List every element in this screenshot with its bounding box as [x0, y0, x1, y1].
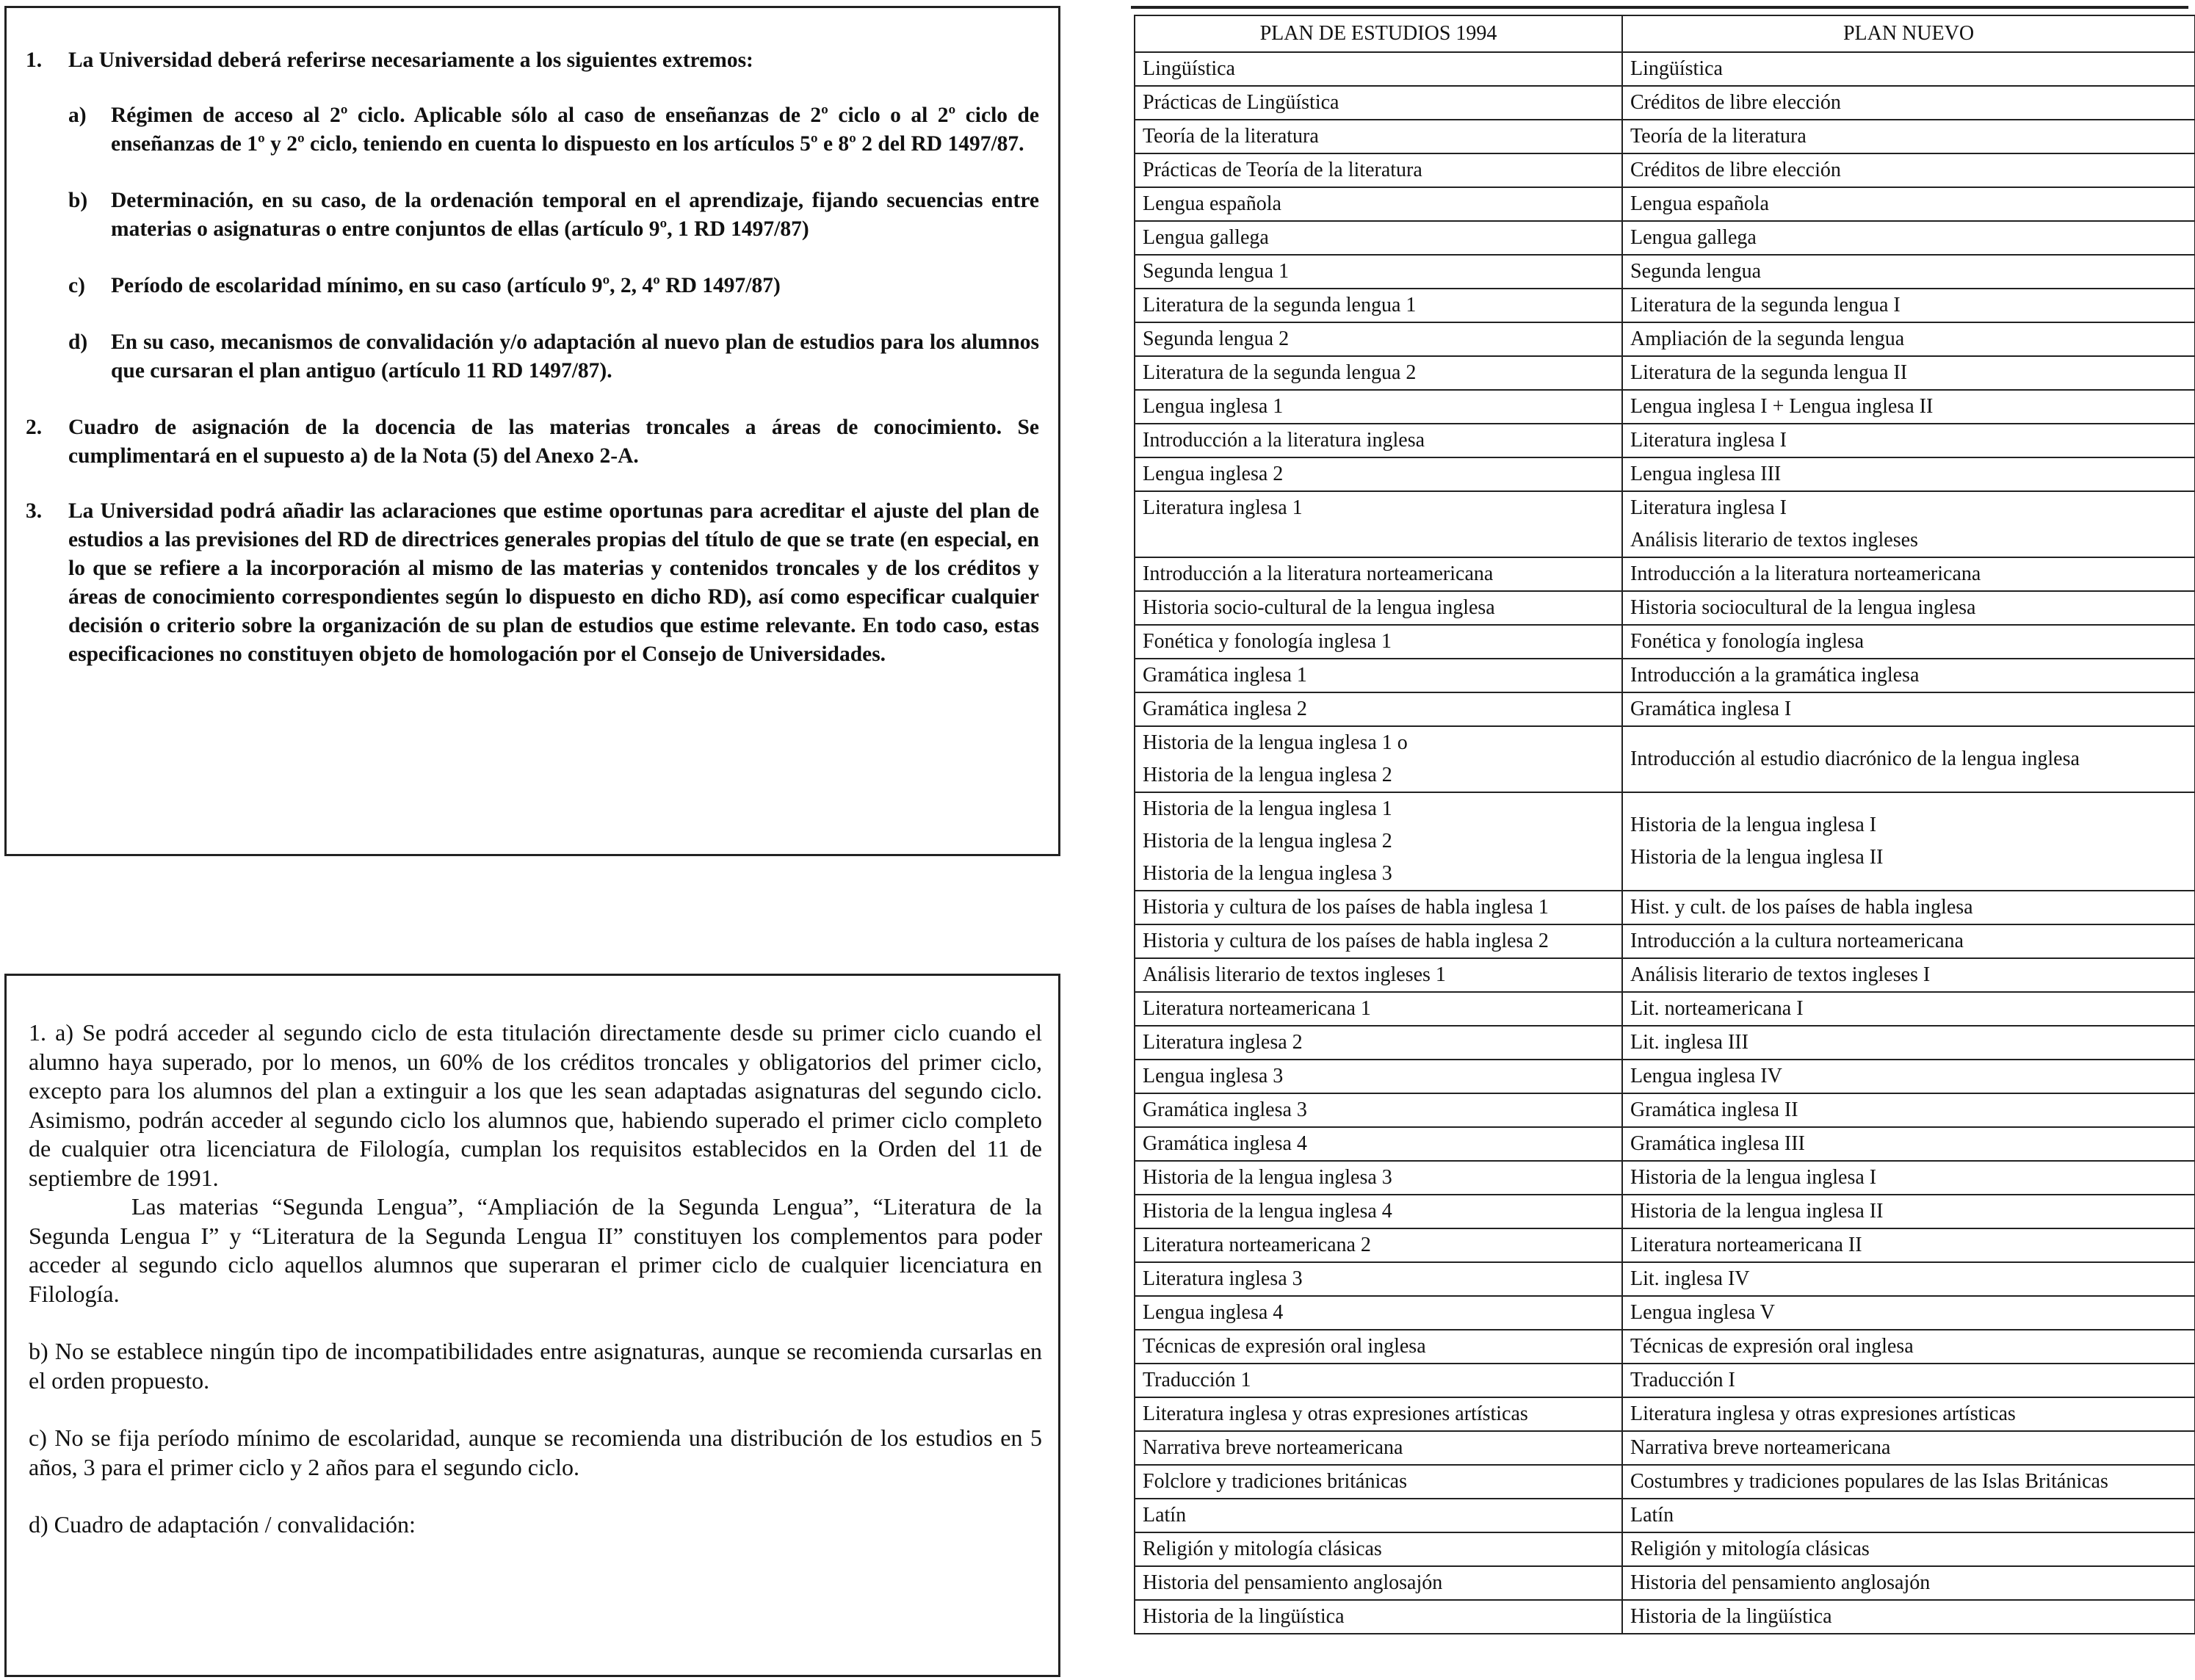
subitem-text: En su caso, mecanismos de convalidación y/o adaptación al nuevo plan de estudios para los alumnos que cursaran el plan antiguo (artículo 11 RD 1497/87).	[111, 330, 1039, 383]
table-row	[1135, 726, 2195, 792]
table-row	[1135, 289, 2195, 322]
subitem-letter: d)	[68, 330, 88, 354]
table-row	[1135, 1127, 2195, 1161]
cell-line: Historia de la lengua inglesa II	[1630, 846, 1884, 869]
new-plan-cell	[1622, 424, 2195, 457]
new-plan-cell	[1622, 1364, 2195, 1397]
cell-line: Historia de la lingüística	[1630, 1605, 1832, 1628]
table-row	[1135, 958, 2195, 992]
old-plan-cell	[1135, 1296, 1622, 1330]
header-new-plan: PLAN NUEVO	[1622, 15, 2195, 52]
new-plan-cell	[1622, 1262, 2195, 1296]
old-plan-cell	[1135, 1161, 1622, 1195]
old-plan-cell	[1135, 390, 1622, 424]
table-row	[1135, 924, 2195, 958]
new-plan-cell	[1622, 457, 2195, 491]
table-row	[1135, 1397, 2195, 1431]
cell-line: Historia de la lengua inglesa 2	[1143, 764, 1392, 786]
cell-line: Técnicas de expresión oral inglesa	[1630, 1335, 1914, 1358]
cell-line: Gramática inglesa 2	[1143, 698, 1307, 720]
old-plan-cell	[1135, 1093, 1622, 1127]
cell-line: Literatura de la segunda lengua II	[1630, 361, 1908, 384]
cell-line: Introducción a la gramática inglesa	[1630, 664, 1920, 687]
cell-line: Literatura inglesa I	[1630, 429, 1787, 452]
item-text: La Universidad podrá añadir las aclaraciones que estime oportunas para acreditar el ajuste del plan de estudios a las previsiones del RD de directrices generales propias del título de que se trate (en especial, en lo que se refiere a la incorporación al mismo de las materias y contenidos troncales y de los créditos y áreas de conocimiento correspondientes según lo dispuesto en dicho RD), así como especificar cualquier decisión o criterio sobre la organización de su plan de estudios que estime relevante. En todo caso, estas especificaciones no constituyen objeto de homologación por el Consejo de Universidades.	[68, 499, 1039, 666]
cell-line: Lit. inglesa IV	[1630, 1267, 1750, 1290]
old-plan-cell	[1135, 591, 1622, 625]
cell-line: Religión y mitología clásicas	[1630, 1538, 1870, 1560]
cell-line: Fonética y fonología inglesa	[1630, 630, 1865, 653]
new-plan-cell	[1622, 1093, 2195, 1127]
new-plan-cell	[1622, 491, 2195, 557]
cell-line: Teoría de la literatura	[1630, 125, 1807, 148]
new-plan-cell	[1622, 591, 2195, 625]
new-plan-cell	[1622, 992, 2195, 1026]
new-plan-cell	[1622, 1532, 2195, 1566]
answer-d-paragraph: d) Cuadro de adaptación / convalidación:	[29, 1511, 416, 1538]
old-plan-cell	[1135, 726, 1622, 792]
cell-line: Literatura inglesa y otras expresiones artísticas	[1630, 1402, 2016, 1425]
new-plan-cell	[1622, 1228, 2195, 1262]
cell-line: Teoría de la literatura	[1143, 125, 1319, 148]
old-plan-cell	[1135, 491, 1622, 557]
new-plan-cell	[1622, 792, 2195, 891]
cell-line: Narrativa breve norteamericana	[1143, 1436, 1403, 1459]
old-plan-cell	[1135, 659, 1622, 692]
instruction-subitem-c	[68, 272, 1039, 300]
old-plan-cell	[1135, 1600, 1622, 1634]
old-plan-cell	[1135, 120, 1622, 153]
cell-line: Religión y mitología clásicas	[1143, 1538, 1382, 1560]
new-plan-cell	[1622, 726, 2195, 792]
cell-line: Latín	[1143, 1504, 1187, 1527]
cell-line: Latín	[1630, 1504, 1674, 1527]
cell-line: Historia de la lengua inglesa 1	[1143, 797, 1392, 820]
new-plan-cell	[1622, 1026, 2195, 1060]
cell-line: Hist. y cult. de los países de habla inglesa	[1630, 896, 1973, 919]
new-plan-cell	[1622, 86, 2195, 120]
cell-line: Gramática inglesa 1	[1143, 664, 1307, 687]
cell-line: Traducción 1	[1143, 1369, 1251, 1391]
item-number: 2.	[26, 416, 43, 439]
cell-line: Historia y cultura de los países de habla inglesa 2	[1143, 930, 1549, 952]
cell-line: Ampliación de la segunda lengua	[1630, 327, 1905, 350]
cell-line: Lit. norteamericana I	[1630, 997, 1804, 1020]
item-text: Cuadro de asignación de la docencia de las materias troncales a áreas de conocimiento. Se cumplimentará en el supuesto a) de la Nota (5) del Anexo 2-A.	[68, 416, 1039, 468]
old-plan-cell	[1135, 625, 1622, 659]
cell-line: Introducción a la literatura norteamericana	[1630, 562, 1981, 585]
table-row	[1135, 1465, 2195, 1499]
cell-line	[1143, 524, 1614, 557]
item-number: 1.	[26, 48, 43, 72]
new-plan-cell	[1622, 891, 2195, 924]
cell-line: Prácticas de Teoría de la literatura	[1143, 159, 1422, 181]
cell-line: Análisis literario de textos ingleses 1	[1143, 963, 1446, 986]
old-plan-cell	[1135, 457, 1622, 491]
table-row	[1135, 255, 2195, 289]
table-row	[1135, 557, 2195, 591]
table-row	[1135, 322, 2195, 356]
cell-line: Análisis literario de textos ingleses	[1630, 529, 1918, 551]
answer-c-paragraph: c) No se fija período mínimo de escolaridad, aunque se recomienda una distribución de los estudios en 5 años, 3 para el primer ciclo y 2 años para el segundo ciclo.	[29, 1424, 1042, 1480]
new-plan-cell	[1622, 1161, 2195, 1195]
new-plan-cell	[1622, 221, 2195, 255]
item-text: La Universidad deberá referirse necesariamente a los siguientes extremos:	[68, 48, 753, 72]
old-plan-cell	[1135, 187, 1622, 221]
new-plan-cell	[1622, 692, 2195, 726]
old-plan-cell	[1135, 958, 1622, 992]
answer-a-complements-paragraph: Las materias “Segunda Lengua”, “Ampliación de la Segunda Lengua”, “Literatura de la Segunda Lengua I” y “Literatura de la Segunda Lengua II” constituyen los complementos para poder acceder al segundo ciclo aquellos alumnos que superaran el primer ciclo de cualquier licenciatura en Filología.	[29, 1193, 1042, 1307]
old-plan-cell	[1135, 356, 1622, 390]
subitem-text: Período de escolaridad mínimo, en su caso (artículo 9º, 2, 4º RD 1497/87)	[111, 274, 781, 297]
answer-b-paragraph: b) No se establece ningún tipo de incompatibilidades entre asignaturas, aunque se recomienda cursarlas en el orden propuesto.	[29, 1338, 1042, 1394]
cell-line: Segunda lengua	[1630, 260, 1762, 283]
instruction-item-1	[26, 46, 1039, 75]
cell-line: Lengua inglesa IV	[1630, 1065, 1782, 1087]
old-plan-cell	[1135, 1060, 1622, 1093]
cell-line: Lengua española	[1630, 192, 1769, 215]
old-plan-cell	[1135, 557, 1622, 591]
table-row	[1135, 1262, 2195, 1296]
cell-line: Literatura inglesa y otras expresiones artísticas	[1143, 1402, 1528, 1425]
cell-line: Prácticas de Lingüística	[1143, 91, 1339, 114]
table-row	[1135, 625, 2195, 659]
table-row	[1135, 86, 2195, 120]
old-plan-cell	[1135, 1228, 1622, 1262]
cell-line: Gramática inglesa 4	[1143, 1132, 1307, 1155]
table-row	[1135, 1093, 2195, 1127]
subitem-letter: b)	[68, 189, 88, 212]
cell-line: Gramática inglesa 3	[1143, 1098, 1307, 1121]
cell-line: Historia del pensamiento anglosajón	[1143, 1571, 1443, 1594]
cell-line: Segunda lengua 1	[1143, 260, 1290, 283]
new-plan-cell	[1622, 356, 2195, 390]
table-row	[1135, 187, 2195, 221]
new-plan-cell	[1622, 1397, 2195, 1431]
old-plan-cell	[1135, 1364, 1622, 1397]
old-plan-cell	[1135, 1566, 1622, 1600]
instruction-subitem-b	[68, 187, 1039, 244]
old-plan-cell	[1135, 289, 1622, 322]
new-plan-cell	[1622, 924, 2195, 958]
table-row	[1135, 1195, 2195, 1228]
old-plan-cell	[1135, 792, 1622, 891]
cell-line: Lingüística	[1143, 57, 1235, 80]
cell-line: Lengua inglesa 3	[1143, 1065, 1284, 1087]
cell-line: Traducción I	[1630, 1369, 1735, 1391]
new-plan-cell	[1622, 1060, 2195, 1093]
table-row	[1135, 52, 2195, 86]
cell-line: Gramática inglesa III	[1630, 1132, 1805, 1155]
cell-line: Costumbres y tradiciones populares de las Islas Británicas	[1630, 1470, 2108, 1493]
new-plan-cell	[1622, 255, 2195, 289]
new-plan-cell	[1622, 958, 2195, 992]
table-row	[1135, 1026, 2195, 1060]
old-plan-cell	[1135, 1465, 1622, 1499]
cell-line: Literatura de la segunda lengua 1	[1143, 294, 1417, 316]
new-plan-cell	[1622, 625, 2195, 659]
old-plan-cell	[1135, 52, 1622, 86]
cell-line: Historia de la lengua inglesa 4	[1143, 1200, 1392, 1223]
new-plan-cell	[1622, 557, 2195, 591]
old-plan-cell	[1135, 255, 1622, 289]
old-plan-cell	[1135, 891, 1622, 924]
new-plan-cell	[1622, 322, 2195, 356]
old-plan-cell	[1135, 1195, 1622, 1228]
cell-line: Lengua inglesa 1	[1143, 395, 1284, 418]
table-row	[1135, 1296, 2195, 1330]
new-plan-cell	[1622, 1431, 2195, 1465]
table-row	[1135, 390, 2195, 424]
cell-line: Introducción al estudio diacrónico de la lengua inglesa	[1630, 747, 2080, 770]
cell-line: Narrativa breve norteamericana	[1630, 1436, 1891, 1459]
cell-line: Historia de la lengua inglesa II	[1630, 1200, 1884, 1223]
cell-line: Literatura de la segunda lengua I	[1630, 294, 1901, 316]
cell-line: Introducción a la literatura inglesa	[1143, 429, 1425, 452]
new-plan-cell	[1622, 390, 2195, 424]
subitem-text: Régimen de acceso al 2º ciclo. Aplicable sólo al caso de enseñanzas de 2º ciclo o al 2º ciclo de enseñanzas de 1º y 2º ciclo, teniendo en cuenta lo dispuesto en los artículos 5º e 8º 2 del RD 1497/87.	[111, 104, 1039, 156]
cell-line: Lengua inglesa V	[1630, 1301, 1775, 1324]
new-plan-cell	[1622, 153, 2195, 187]
subitem-letter: c)	[68, 274, 85, 297]
table-row	[1135, 792, 2195, 891]
cell-line: Introducción a la literatura norteamericana	[1143, 562, 1494, 585]
new-plan-cell	[1622, 52, 2195, 86]
cell-line: Lengua inglesa 2	[1143, 463, 1284, 485]
cell-line: Lit. inglesa III	[1630, 1031, 1749, 1054]
cell-line: Literatura inglesa 3	[1143, 1267, 1303, 1290]
new-plan-cell	[1622, 1566, 2195, 1600]
new-plan-cell	[1622, 1296, 2195, 1330]
old-plan-cell	[1135, 221, 1622, 255]
table-row	[1135, 992, 2195, 1026]
cell-line: Historia de la lingüística	[1143, 1605, 1345, 1628]
cell-line: Análisis literario de textos ingleses I	[1630, 963, 1931, 986]
cell-line: Lengua inglesa I + Lengua inglesa II	[1630, 395, 1934, 418]
table-row	[1135, 356, 2195, 390]
table-row	[1135, 491, 2195, 557]
cell-line: Lengua inglesa 4	[1143, 1301, 1284, 1324]
old-plan-cell	[1135, 992, 1622, 1026]
cell-line: Literatura norteamericana 2	[1143, 1234, 1371, 1256]
cell-line: Literatura norteamericana II	[1630, 1234, 1862, 1256]
new-plan-cell	[1622, 120, 2195, 153]
cell-line: Literatura inglesa 1	[1143, 496, 1303, 519]
cell-line: Lengua gallega	[1630, 226, 1757, 249]
old-plan-cell	[1135, 1431, 1622, 1465]
old-plan-cell	[1135, 1499, 1622, 1532]
table-row	[1135, 659, 2195, 692]
subitem-letter: a)	[68, 104, 87, 127]
cell-line: Segunda lengua 2	[1143, 327, 1290, 350]
old-plan-cell	[1135, 1532, 1622, 1566]
cell-line: Literatura inglesa I	[1630, 496, 1787, 519]
cell-line: Historia de la lengua inglesa 3	[1143, 862, 1392, 885]
cell-line: Historia de la lengua inglesa I	[1630, 814, 1877, 836]
cell-line: Lengua gallega	[1143, 226, 1269, 249]
old-plan-cell	[1135, 1026, 1622, 1060]
new-plan-cell	[1622, 1465, 2195, 1499]
table-row	[1135, 424, 2195, 457]
old-plan-cell	[1135, 424, 1622, 457]
table-row	[1135, 1600, 2195, 1634]
old-plan-cell	[1135, 153, 1622, 187]
cell-line: Historia de la lengua inglesa 1 o	[1143, 731, 1408, 754]
table-row	[1135, 1228, 2195, 1262]
table-row	[1135, 1330, 2195, 1364]
table-row	[1135, 692, 2195, 726]
cell-line: Créditos de libre elección	[1630, 159, 1841, 181]
table-top-rule	[1131, 6, 2188, 13]
answer-a-paragraph: 1. a) Se podrá acceder al segundo ciclo de esta titulación directamente desde su primer ciclo cuando el alumno haya superado, por lo menos, un 60% de los créditos troncales y obligatorios del primer ciclo, excepto para los alumnos del plan a extinguir a los que les sean adaptadas asignaturas del segundo ciclo. Asimismo, podrán acceder al segundo ciclo los alumnos que, habiendo superado el primer ciclo completo de cualquier otra licenciatura de Filología, cumplan los requisitos establecidos en la Orden del 11 de septiembre de 1991.	[29, 1019, 1042, 1191]
answers-box	[4, 974, 1060, 1677]
table-row	[1135, 1060, 2195, 1093]
table-row	[1135, 1499, 2195, 1532]
cell-line: Historia de la lengua inglesa 3	[1143, 1166, 1392, 1189]
table-row	[1135, 120, 2195, 153]
cell-line: Créditos de libre elección	[1630, 91, 1841, 114]
table-row	[1135, 1431, 2195, 1465]
item-number: 3.	[26, 499, 43, 523]
table-row	[1135, 1161, 2195, 1195]
cell-line: Literatura inglesa 2	[1143, 1031, 1303, 1054]
old-plan-cell	[1135, 322, 1622, 356]
instruction-item-2	[26, 413, 1039, 471]
cell-line: Historia y cultura de los países de habla inglesa 1	[1143, 896, 1549, 919]
instruction-subitem-a	[68, 101, 1039, 159]
new-plan-cell	[1622, 1195, 2195, 1228]
new-plan-cell	[1622, 289, 2195, 322]
new-plan-cell	[1622, 1499, 2195, 1532]
old-plan-cell	[1135, 924, 1622, 958]
instruction-item-3	[26, 497, 1039, 669]
subitem-text: Determinación, en su caso, de la ordenación temporal en el aprendizaje, fijando secuencias entre materias o asignaturas o entre conjuntos de ellas (artículo 9º, 1 RD 1497/87)	[111, 189, 1039, 241]
table-row	[1135, 153, 2195, 187]
table-header-row	[1135, 15, 2195, 52]
cell-line: Historia de la lengua inglesa I	[1630, 1166, 1877, 1189]
cell-line: Historia de la lengua inglesa 2	[1143, 830, 1392, 852]
cell-line: Gramática inglesa II	[1630, 1098, 1798, 1121]
cell-line: Introducción a la cultura norteamericana	[1630, 930, 1964, 952]
table-body	[1135, 52, 2195, 1634]
cell-line: Lingüística	[1630, 57, 1723, 80]
cell-line: Gramática inglesa I	[1630, 698, 1792, 720]
cell-line: Fonética y fonología inglesa 1	[1143, 630, 1392, 653]
table-row	[1135, 1532, 2195, 1566]
cell-line: Historia socio-cultural de la lengua inglesa	[1143, 596, 1495, 619]
new-plan-cell	[1622, 659, 2195, 692]
old-plan-cell	[1135, 1262, 1622, 1296]
header-old-plan: PLAN DE ESTUDIOS 1994	[1135, 15, 1622, 52]
instructions-box	[4, 6, 1060, 856]
new-plan-cell	[1622, 187, 2195, 221]
instruction-subitem-d	[68, 328, 1039, 385]
old-plan-cell	[1135, 1397, 1622, 1431]
new-plan-cell	[1622, 1600, 2195, 1634]
old-plan-cell	[1135, 692, 1622, 726]
cell-line: Lengua inglesa III	[1630, 463, 1782, 485]
new-plan-cell	[1622, 1330, 2195, 1364]
table-row	[1135, 457, 2195, 491]
cell-line: Literatura norteamericana 1	[1143, 997, 1371, 1020]
table-row	[1135, 591, 2195, 625]
table-row	[1135, 221, 2195, 255]
cell-line: Literatura de la segunda lengua 2	[1143, 361, 1417, 384]
table-row	[1135, 891, 2195, 924]
old-plan-cell	[1135, 1127, 1622, 1161]
adaptation-table	[1134, 15, 2195, 1634]
table-row	[1135, 1364, 2195, 1397]
cell-line: Historia sociocultural de la lengua inglesa	[1630, 596, 1976, 619]
cell-line: Historia del pensamiento anglosajón	[1630, 1571, 1931, 1594]
cell-line: Folclore y tradiciones británicas	[1143, 1470, 1407, 1493]
old-plan-cell	[1135, 1330, 1622, 1364]
cell-line: Lengua española	[1143, 192, 1281, 215]
new-plan-cell	[1622, 1127, 2195, 1161]
cell-line: Técnicas de expresión oral inglesa	[1143, 1335, 1426, 1358]
table-row	[1135, 1566, 2195, 1600]
old-plan-cell	[1135, 86, 1622, 120]
